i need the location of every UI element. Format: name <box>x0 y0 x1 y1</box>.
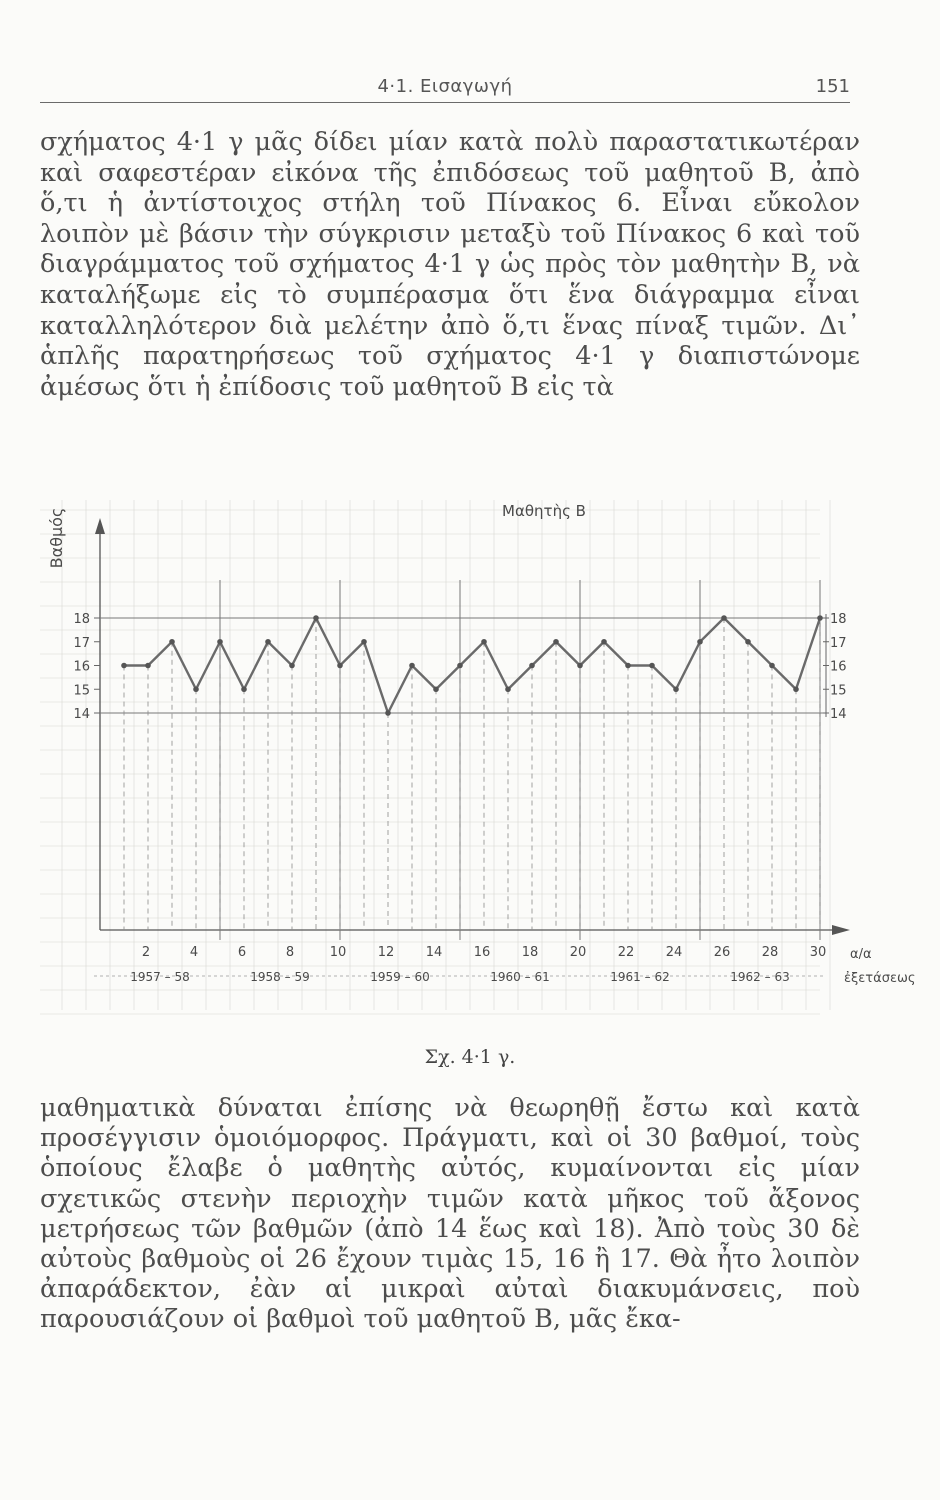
x-tick-label: 6 <box>237 945 247 960</box>
data-point <box>625 663 631 669</box>
data-point <box>145 663 151 669</box>
y-tick-label-right: 17 <box>830 635 847 651</box>
data-point <box>505 686 511 692</box>
period-label: 1962 – 63 <box>730 970 790 984</box>
y-tick-label: 18 <box>73 612 90 627</box>
x-axis-label-2: ἐξετάσεως <box>844 971 916 986</box>
data-point <box>337 663 343 669</box>
data-point <box>385 710 391 716</box>
y-tick-label: 16 <box>73 659 90 675</box>
y-tick-label-right: 16 <box>830 659 847 675</box>
y-tick-label: 15 <box>73 683 90 699</box>
period-label: 1960 – 61 <box>490 970 550 984</box>
x-tick-label: 10 <box>329 945 347 960</box>
x-axis-label: α/α <box>850 947 872 962</box>
data-point <box>793 686 799 692</box>
data-point <box>529 663 535 669</box>
data-point <box>361 639 367 645</box>
chart-labels <box>47 502 915 986</box>
y-tick-label-right: 15 <box>830 683 847 699</box>
y-tick-label: 17 <box>73 635 90 651</box>
header-rule <box>40 102 850 103</box>
section-title: 4·1. Εισαγωγή <box>377 76 513 97</box>
x-tick-label: 20 <box>569 945 587 960</box>
chart-grid <box>40 500 830 1014</box>
y-axis-arrow <box>95 518 105 534</box>
chart-marks <box>121 615 823 930</box>
data-point <box>193 686 199 692</box>
data-point <box>313 615 319 621</box>
data-line <box>124 618 820 713</box>
data-point <box>649 663 655 669</box>
data-point <box>697 639 703 645</box>
y-tick-label-right: 18 <box>830 612 847 627</box>
x-tick-label: 30 <box>809 945 827 960</box>
y-axis-label: Βαθμός <box>47 507 66 569</box>
page-number: 151 <box>815 76 850 97</box>
data-point <box>673 686 679 692</box>
x-tick-label: 28 <box>761 945 779 960</box>
data-point <box>481 639 487 645</box>
page-header <box>40 72 850 104</box>
data-point <box>457 663 463 669</box>
data-point <box>409 663 415 669</box>
chart-title: Μαθητὴς Β <box>502 502 586 520</box>
data-point <box>217 639 223 645</box>
data-point <box>265 639 271 645</box>
data-point <box>577 663 583 669</box>
chart-axes <box>94 518 850 976</box>
x-tick-label: 2 <box>141 945 151 960</box>
x-axis-arrow <box>832 925 850 935</box>
data-point <box>289 663 295 669</box>
figure-caption: Σχ. 4·1 γ. <box>424 1046 516 1068</box>
data-point <box>121 663 127 669</box>
paragraph-bottom: μαθηματικὰ δύναται ἐπίσης νὰ θεωρηθῇ ἔστω καὶ κατὰ προσέγγισιν ὁμοιόμορφος. Πράγματι, καὶ οἱ 30 βαθμοί, τοὺς ὁποίους ἔλαβε ὁ μαθητὴς αὐτός, κυμαίνονται εἰς μίαν σχετικῶς στενὴν περιοχὴν τιμῶν κατὰ μῆκος τοῦ ἄξονος μετρήσεως τῶν βαθμῶν (ἀπὸ 14 ἕως καὶ 18). Ἀπὸ τοὺς 30 δὲ αὐτοὺς βαθμοὺς οἱ 26 ἔχουν τιμὰς 15, 16 ἢ 17. Θὰ ἦτο λοιπὸν ἀπαράδεκτον, ἐὰν αἱ μικραὶ αὐταὶ διακυμάνσεις, ποὺ παρουσιάζουν οἱ βαθμοὶ τοῦ μαθητοῦ Β, μᾶς ἔκα- <box>40 1093 860 1335</box>
data-point <box>601 639 607 645</box>
y-tick-label: 14 <box>73 707 90 722</box>
y-tick-label-right: 14 <box>830 707 847 722</box>
period-label: 1958 – 59 <box>250 970 310 984</box>
data-point <box>553 639 559 645</box>
x-tick-label: 26 <box>713 945 731 960</box>
period-label: 1957 – 58 <box>130 970 190 984</box>
data-point <box>433 686 439 692</box>
figure-chart <box>20 480 916 1030</box>
paragraph-top: σχήματος 4·1 γ μᾶς δίδει μίαν κατὰ πολὺ παραστατικωτέραν καὶ σαφεστέραν εἰκόνα τῆς ἐπιδόσεως τοῦ μαθητοῦ Β, ἀπὸ ὅ,τι ἡ ἀντίστοιχος στήλη τοῦ Πίνακος 6. Εἶναι εὔκολον λοιπὸν μὲ βάσιν τὴν σύγκρισιν μεταξὺ τοῦ Πίνακος 6 καὶ τοῦ διαγράμματος τοῦ σχήματος 4·1 γ ὡς πρὸς τὸν μαθητὴν Β, νὰ καταλήξωμε εἰς τὸ συμπέρασμα ὅτι ἕνα διάγραμμα εἶναι καταλληλότερον διὰ μελέτην ἀπὸ ὅ,τι ἕνας πίναξ τιμῶν. Δι᾿ ἁπλῆς παρατηρήσεως τοῦ σχήματος 4·1 γ διαπιστώνομε ἀμέσως ὅτι ἡ ἐπίδοσις τοῦ μαθητοῦ Β εἰς τὰ <box>40 127 860 402</box>
data-point <box>169 639 175 645</box>
x-tick-label: 4 <box>189 945 199 960</box>
x-tick-label: 14 <box>425 945 443 960</box>
period-label: 1959 – 60 <box>370 970 430 984</box>
x-tick-label: 8 <box>285 945 295 960</box>
period-label: 1961 – 62 <box>610 970 670 984</box>
data-point <box>817 615 823 621</box>
data-point <box>745 639 751 645</box>
data-point <box>721 615 727 621</box>
data-point <box>769 663 775 669</box>
x-tick-label: 22 <box>617 945 635 960</box>
x-tick-label: 12 <box>377 945 395 960</box>
x-tick-label: 24 <box>665 945 683 960</box>
x-tick-label: 18 <box>521 945 539 960</box>
x-tick-label: 16 <box>473 945 491 960</box>
data-point <box>241 686 247 692</box>
